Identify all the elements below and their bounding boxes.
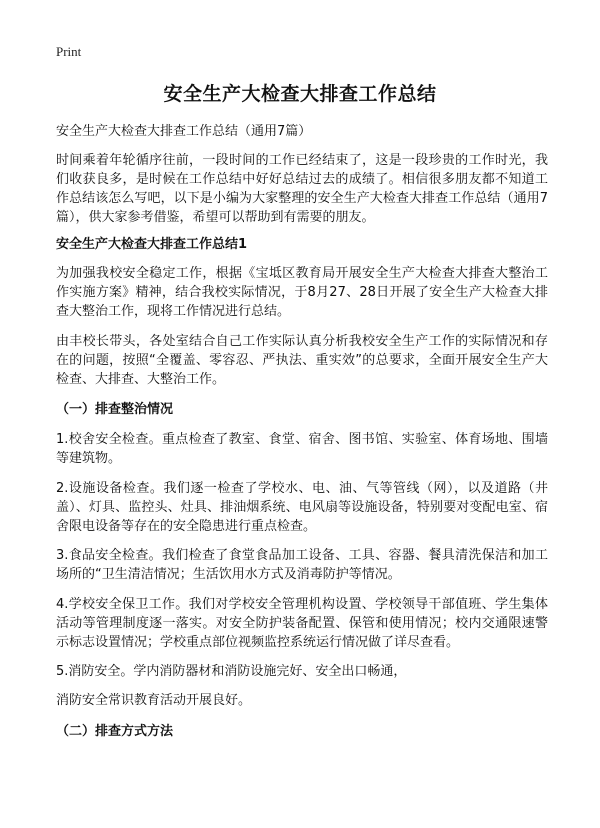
list-item-5-continued: 消防安全常识教育活动开展良好。 xyxy=(56,693,252,708)
page-title: 安全生产大检查大排查工作总结 xyxy=(163,83,437,105)
section-heading-1: 安全生产大检查大排查工作总结1 xyxy=(56,237,248,252)
list-item-5: 5.消防安全。学内消防器材和消防设施完好、安全出口畅通， xyxy=(56,664,407,679)
intro-paragraph: 时间乘着年轮循序往前，一段时间的工作已经结束了，这是一段珍贵的工作时光，我们收获良多，是时候在工作总结中好好总结过去的成绩了。相信很多朋友都不知道工作总结该怎么写吧，以下是小编为大家整理的安全生产大检查大排查工作总结（通用7篇），供大家参考借鉴，希望可以帮助到有需要的朋友。 xyxy=(56,153,548,225)
subheading-a: （一）排查整治情况 xyxy=(56,402,174,417)
print-link[interactable]: Print xyxy=(56,44,82,59)
document-subtitle: 安全生产大检查大排查工作总结（通用7篇） xyxy=(56,124,312,139)
list-item-2: 2.设施设备检查。我们逐一检查了学校水、电、油、气等管线（网），以及道路（井盖）、灯具、监控头、灶具、排油烟系统、电风扇等设施设备，特别要对变配电室、宿舍限电设备等存在的安全隐患进行重点检查。 xyxy=(56,481,548,534)
paragraph-2: 由丰校长带头，各处室结合自己工作实际认真分析我校安全生产工作的实际情况和存在的问题，按照“全覆盖、零容忍、严执法、重实效”的总要求，全面开展安全生产大检查、大排查、大整治工作。 xyxy=(56,334,548,387)
subheading-b: （二）排查方式方法 xyxy=(56,724,174,739)
list-item-4: 4.学校安全保卫工作。我们对学校安全管理机构设置、学校领导干部值班、学生集体活动等管理制度逐一落实。对安全防护装备配置、保管和使用情况；校内交通限速警示标志设置情况；学校重点部位视频监控系统运行情况做了详尽查看。 xyxy=(56,597,548,650)
list-item-3: 3.食品安全检查。我们检查了食堂食品加工设备、工具、容器、餐具清洗保洁和加工场所的“卫生清洁情况；生活饮用水方式及消毒防护等情况。 xyxy=(56,548,548,582)
paragraph-1: 为加强我校安全稳定工作，根据《宝坻区教育局开展安全生产大检查大排查大整治工作实施方案》精神，结合我校实际情况，于8月27、28日开展了安全生产大检查大排查大整治工作，现将工作情况进行总结。 xyxy=(56,266,548,319)
list-item-1: 1.校舍安全检查。重点检查了教室、食堂、宿舍、图书馆、实验室、体育场地、围墙等建筑物。 xyxy=(56,432,548,466)
